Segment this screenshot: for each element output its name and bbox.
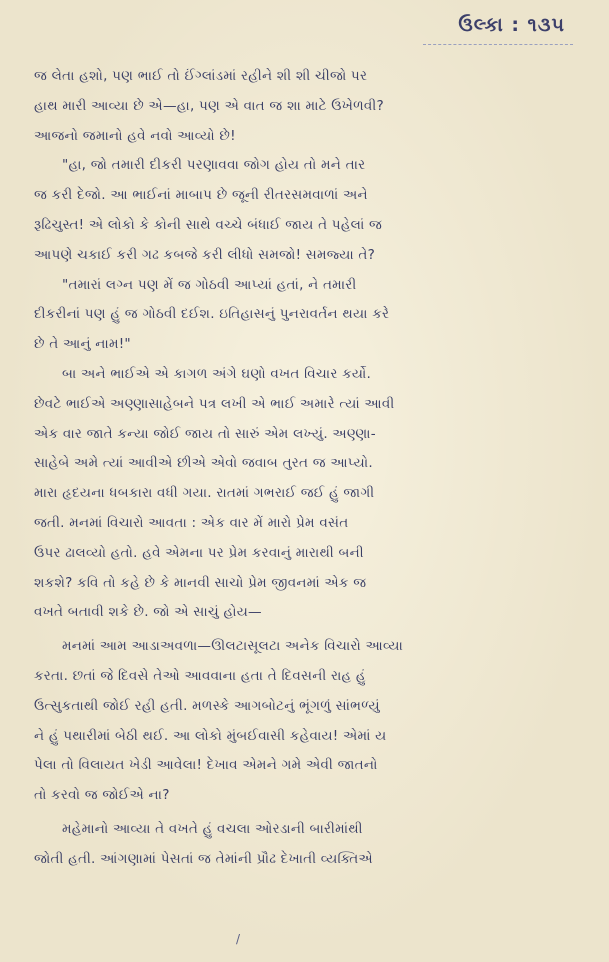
running-header: ઉલ્કા : ૧૩૫: [458, 14, 565, 36]
text-line: જ લેતા હશો, પણ ભાઈ તો ઈંગ્લાંડમાં રહીને શી શી ચીજો પર: [34, 68, 368, 84]
text-line: સાહેબે અમે ત્યાં આવીએ છીએ એવો જવાબ તુરત જ આપ્યો.: [34, 455, 373, 472]
text-line: ને હું પથારીમાં બેઠી થઈ. આ લોકો મુંબઈવાસી કહેવાય! એમાં ય: [34, 727, 387, 744]
text-line: છે તે આનું નામ!": [34, 336, 131, 353]
text-line: આપણે ચકાઈ કરી ગઢ કબજે કરી લીધો સમજો! સમજ્યા તે?: [34, 246, 376, 263]
text-line: "હા, જો તમારી દીકરી પરણાવવા જોગ હોય તો મને તાર: [62, 157, 366, 174]
text-line: શકશે? કવિ તો કહે છે કે માનવી સાચો પ્રેમ જીવનમાં એક જ: [34, 574, 367, 591]
text-line: આજનો જમાનો હવે નવો આવ્યો છે!: [34, 127, 236, 144]
text-line: દીકરીનાં પણ હું જ ગોઠવી દઈશ. ઇતિહાસનું પુનરાવર્તન થયા કરે: [34, 306, 390, 323]
text-line: મનમાં આમ આડાઅવળા—ઊલટાસૂલટા અનેક વિચારો આવ્યા: [62, 638, 404, 655]
text-line: પેલા તો વિલાયત ખેડી આવેલા! દેખાવ એમને ગમે એવી જાતનો: [34, 757, 378, 774]
text-line: તો કરવો જ જોઈએ ના?: [34, 787, 170, 804]
text-line: એક વાર જાતે કન્યા જોઈ જાય તો સારું એમ લખ્યું. અણ્ણા-: [34, 425, 376, 442]
text-line: કરતા. છતાં જે દિવસે તેઓ આવવાના હતા તે દિવસની રાહ હું: [34, 667, 366, 684]
text-line: છેવટે ભાઈએ અણ્ણાસાહેબને પત્ર લખી એ ભાઈ અમારે ત્યાં આવી: [34, 395, 395, 412]
text-line: બા અને ભાઈએ એ કાગળ અંગે ઘણો વખત વિચાર કર્યો.: [62, 365, 371, 382]
text-line: રૂઢિચુસ્ત! એ લોકો કે કોની સાથે વચ્ચે બંધાઈ જાય તે પહેલાં જ: [34, 216, 383, 233]
text-line: "તમારાં લગ્ન પણ મેં જ ગોઠવી આપ્યાં હતાં, ને તમારી: [62, 276, 357, 293]
text-line: જતી. મનમાં વિચારો આવતા : એક વાર મેં મારો પ્રેમ વસંત: [34, 514, 349, 531]
text-line: ઉપર ઢાલવ્યો હતો. હવે એમના પર પ્રેમ કરવાનું મારાથી બની: [34, 544, 364, 561]
text-line: જ કરી દેજો. આ ભાઈનાં માબાપ છે જૂની રીતરસમવાળાં અને: [34, 187, 368, 204]
page-mark: /: [236, 932, 241, 946]
text-line: મારા હૃદયના ધબકારા વધી ગયા. રાતમાં ગભરાઈ જઈ હું જાગી: [34, 485, 375, 502]
text-line: વખતે બતાવી શકે છે. જો એ સાચું હોય—: [34, 604, 262, 621]
text-line: ઉત્સુકતાથી જોઈ રહી હતી. મળસ્કે આગબોટનું ભૂંગળું સાંભળ્યું: [34, 697, 380, 714]
text-line: હાથ મારી આવ્યા છે એ—હા, પણ એ વાત જ શા માટે ઉખેળવી?: [34, 97, 384, 114]
text-line: જોતી હતી. આંગણામાં પેસતાં જ તેમાંની પ્રૌઢ દેખાતી વ્યક્તિએ: [34, 850, 373, 867]
header-rule: [423, 44, 573, 45]
body-text: [34, 62, 582, 875]
text-line: મહેમાનો આવ્યા તે વખતે હું વચલા ઓરડાની બારીમાંથી: [62, 820, 363, 837]
